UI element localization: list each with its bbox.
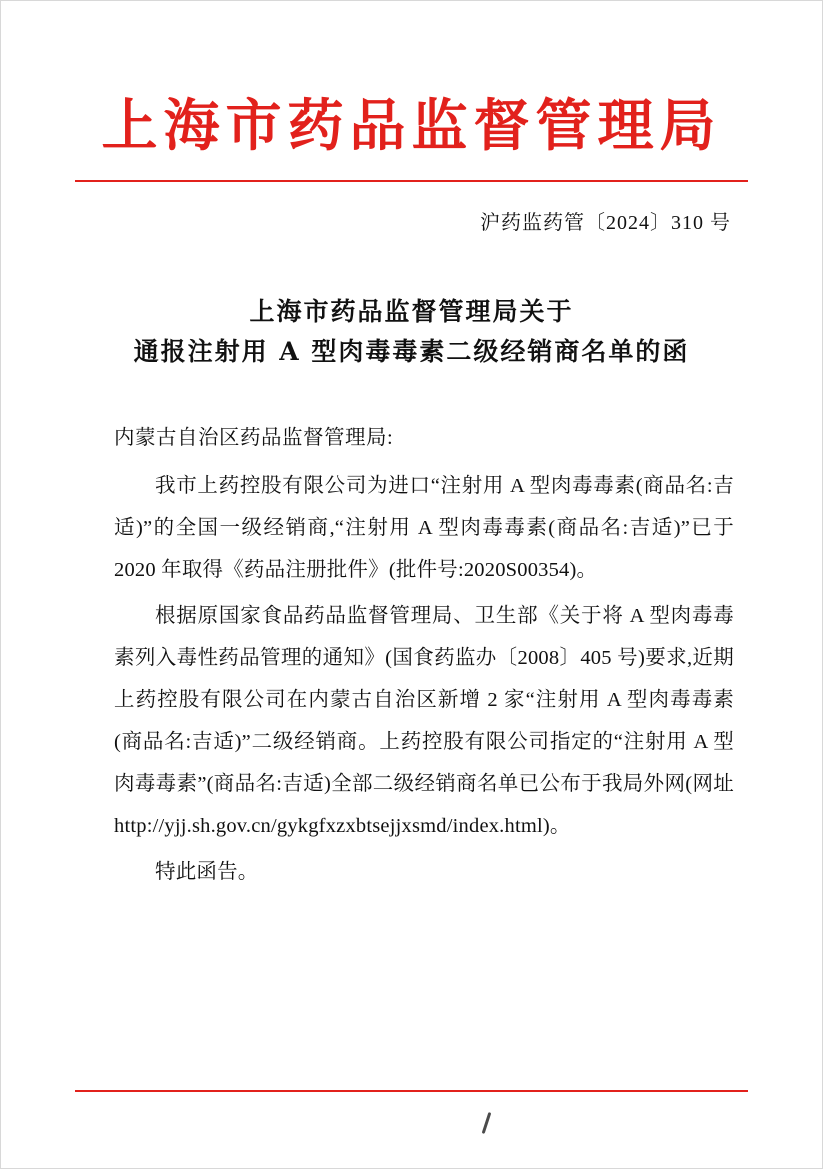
document-number: 沪药监药管〔2024〕310 号 [480,212,731,234]
footer-red-rule [75,1090,748,1092]
document-title-line-2: 通报注射用 A 型肉毒毒素二级经销商名单的函 [133,337,690,366]
document-title-line-1: 上海市药品监督管理局关于 [249,297,574,326]
issuing-organization: 上海市药品监督管理局 [101,93,722,159]
document-body [114,418,734,897]
letterhead [0,93,823,159]
body-paragraph-3: 特此函告。 [155,861,259,884]
body-paragraph-2: 根据原国家食品药品监督管理局、卫生部《关于将 A 型肉毒毒素列入毒性药品管理的通知》(国食药监办〔2008〕405 号)要求,近期上药控股有限公司在内蒙古自治区新增 2 家“注射用 A 型肉毒毒素(商品名:吉适)”二级经销商。上药控股有限公司指定的“注射用 A 型肉毒毒素”(商品名:吉适)全部二级经销商名单已公布于我局外网(网址 http://yjj.sh.gov.cn/gykgfxzxbtsejjxsmd/index.html)。 [114,605,734,838]
body-paragraph-1: 我市上药控股有限公司为进口“注射用 A 型肉毒毒素(商品名:吉适)”的全国一级经销商,“注射用 A 型肉毒毒素(商品名:吉适)”已于 2020 年取得《药品注册批件》(批件号:2020S00354)。 [114,475,734,582]
header-red-rule [75,180,748,182]
document-title [0,292,823,372]
pen-mark [482,1112,492,1134]
salutation: 内蒙古自治区药品监督管理局: [114,427,394,449]
